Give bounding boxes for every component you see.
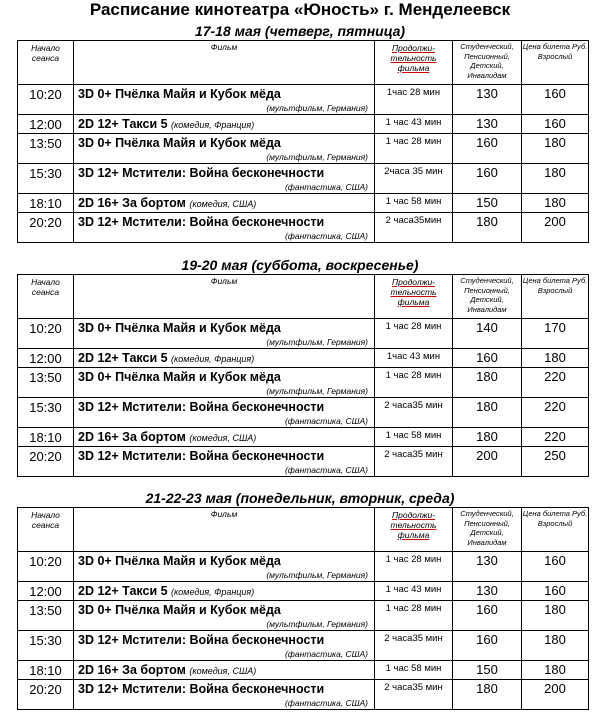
duration: 1 час 58 мин <box>375 428 453 447</box>
film-title: 3D 0+ Пчёлка Майя и Кубок мёда <box>78 370 281 384</box>
film-title: 2D 16+ За бортом <box>78 196 186 210</box>
film-title: 2D 16+ За бортом <box>78 430 186 444</box>
film-cell <box>74 661 375 680</box>
price-discount: 130 <box>453 582 522 601</box>
showtime: 10:20 <box>18 319 74 349</box>
price-adult: 180 <box>522 661 589 680</box>
film-title: 3D 0+ Пчёлка Майя и Кубок мёда <box>78 554 281 568</box>
price-discount: 130 <box>453 85 522 115</box>
film-title: 2D 12+ Такси 5 <box>78 351 168 365</box>
price-adult: 180 <box>522 631 589 661</box>
section-heading: 21-22-23 мая (понедельник, вторник, среда) <box>145 490 455 506</box>
showtime: 15:30 <box>18 164 74 194</box>
film-genre: (мультфильм, Германия) <box>266 337 368 347</box>
price-discount: 180 <box>453 398 522 428</box>
duration: 1час 43 мин <box>375 349 453 368</box>
price-adult: 250 <box>522 447 589 477</box>
film-genre: (комедия, Франция) <box>171 587 255 597</box>
film-title: 3D 12+ Мстители: Война бесконечности <box>78 682 325 696</box>
showtime: 13:50 <box>18 134 74 164</box>
film-title: 3D 0+ Пчёлка Майя и Кубок мёда <box>78 321 281 335</box>
film-genre: (комедия, Франция) <box>171 354 255 364</box>
showtime: 20:20 <box>18 447 74 477</box>
duration: 1 час 28 мин <box>375 134 453 164</box>
film-cell <box>74 164 375 194</box>
price-adult: 160 <box>522 582 589 601</box>
film-cell <box>74 368 375 398</box>
table-row <box>18 661 589 680</box>
film-cell <box>74 582 375 601</box>
price-discount: 130 <box>453 552 522 582</box>
header-film: Фильм <box>74 41 375 85</box>
table-row <box>18 164 589 194</box>
table-row <box>18 680 589 710</box>
price-adult: 160 <box>522 552 589 582</box>
showtime: 20:20 <box>18 680 74 710</box>
table-row <box>18 368 589 398</box>
price-adult: 220 <box>522 398 589 428</box>
section-heading: 19-20 мая (суббота, воскресенье) <box>181 257 419 273</box>
table-row <box>18 631 589 661</box>
film-cell <box>74 447 375 477</box>
showtime: 20:20 <box>18 213 74 243</box>
film-title: 3D 12+ Мстители: Война бесконечности <box>78 215 325 229</box>
price-discount: 150 <box>453 661 522 680</box>
film-title: 2D 16+ За бортом <box>78 663 186 677</box>
table-row <box>18 349 589 368</box>
table-header-row <box>18 508 589 552</box>
showtime: 13:50 <box>18 368 74 398</box>
showtime: 18:10 <box>18 194 74 213</box>
table-row <box>18 213 589 243</box>
price-discount: 160 <box>453 349 522 368</box>
duration: 1 час 28 мин <box>375 319 453 349</box>
film-genre: (фантастика, США) <box>284 649 368 659</box>
header-start: Начало сеанса <box>18 41 74 85</box>
header-duration: Продолжи-тельность фильма <box>375 275 453 319</box>
film-title: 3D 12+ Мстители: Война бесконечности <box>78 166 325 180</box>
duration: 2 часа35мин <box>375 213 453 243</box>
table-row <box>18 194 589 213</box>
table-header-row <box>18 41 589 85</box>
price-discount: 160 <box>453 631 522 661</box>
film-genre: (фантастика, США) <box>284 182 368 192</box>
price-adult: 180 <box>522 134 589 164</box>
film-genre: (комедия, Франция) <box>171 120 255 130</box>
header-film: Фильм <box>74 508 375 552</box>
film-title: 3D 0+ Пчёлка Майя и Кубок мёда <box>78 87 281 101</box>
price-adult: 200 <box>522 680 589 710</box>
header-start: Начало сеанса <box>18 275 74 319</box>
showtime: 12:00 <box>18 582 74 601</box>
film-cell <box>74 428 375 447</box>
table-row <box>18 447 589 477</box>
price-adult: 180 <box>522 194 589 213</box>
duration: 2 часа35 мин <box>375 447 453 477</box>
duration: 2 часа35 мин <box>375 680 453 710</box>
film-genre: (фантастика, США) <box>284 698 368 708</box>
film-cell <box>74 115 375 134</box>
table-row <box>18 134 589 164</box>
duration: 1 час 58 мин <box>375 661 453 680</box>
film-genre: (мультфильм, Германия) <box>266 619 368 629</box>
price-adult: 180 <box>522 349 589 368</box>
film-genre: (мультфильм, Германия) <box>266 570 368 580</box>
film-genre: (мультфильм, Германия) <box>266 152 368 162</box>
showtime: 15:30 <box>18 398 74 428</box>
showtime: 13:50 <box>18 601 74 631</box>
price-discount: 180 <box>453 213 522 243</box>
duration: 1 час 43 мин <box>375 115 453 134</box>
section-heading: 17-18 мая (четверг, пятница) <box>194 23 406 39</box>
header-price: Цена билета Руб. Взрослый <box>522 508 589 552</box>
film-genre: (мультфильм, Германия) <box>266 386 368 396</box>
price-discount: 180 <box>453 368 522 398</box>
header-duration: Продолжи-тельность фильма <box>375 41 453 85</box>
price-discount: 200 <box>453 447 522 477</box>
table-row <box>18 582 589 601</box>
duration: 1час 28 мин <box>375 85 453 115</box>
film-genre: (фантастика, США) <box>284 416 368 426</box>
showtime: 12:00 <box>18 115 74 134</box>
film-cell <box>74 349 375 368</box>
film-cell <box>74 552 375 582</box>
film-cell <box>74 601 375 631</box>
price-adult: 220 <box>522 368 589 398</box>
showtime: 12:00 <box>18 349 74 368</box>
table-row <box>18 115 589 134</box>
film-cell <box>74 398 375 428</box>
film-genre: (мультфильм, Германия) <box>266 103 368 113</box>
price-adult: 180 <box>522 164 589 194</box>
table-row <box>18 552 589 582</box>
price-adult: 160 <box>522 85 589 115</box>
film-title: 3D 12+ Мстители: Война бесконечности <box>78 400 325 414</box>
duration: 1 час 28 мин <box>375 368 453 398</box>
film-cell <box>74 85 375 115</box>
film-title: 3D 12+ Мстители: Война бесконечности <box>78 633 325 647</box>
header-duration: Продолжи-тельность фильма <box>375 508 453 552</box>
table-row <box>18 319 589 349</box>
film-cell <box>74 213 375 243</box>
price-adult: 180 <box>522 601 589 631</box>
duration: 2 часа35 мин <box>375 398 453 428</box>
price-adult: 170 <box>522 319 589 349</box>
film-cell <box>74 194 375 213</box>
schedule-table <box>17 507 589 710</box>
showtime: 18:10 <box>18 661 74 680</box>
table-row <box>18 398 589 428</box>
showtime: 10:20 <box>18 85 74 115</box>
film-title: 3D 0+ Пчёлка Майя и Кубок мёда <box>78 603 281 617</box>
price-discount: 130 <box>453 115 522 134</box>
film-cell <box>74 680 375 710</box>
table-row <box>18 428 589 447</box>
film-cell <box>74 319 375 349</box>
price-adult: 220 <box>522 428 589 447</box>
film-genre: (комедия, США) <box>189 433 257 443</box>
price-discount: 180 <box>453 680 522 710</box>
table-row <box>18 601 589 631</box>
duration: 1 час 58 мин <box>375 194 453 213</box>
header-start: Начало сеанса <box>18 508 74 552</box>
film-title: 3D 0+ Пчёлка Майя и Кубок мёда <box>78 136 281 150</box>
price-discount: 180 <box>453 428 522 447</box>
duration: 1 час 43 мин <box>375 582 453 601</box>
header-discount: Студенческий, Пенсионный, Детский, Инвалидам <box>453 41 522 85</box>
price-discount: 140 <box>453 319 522 349</box>
duration: 2часа 35 мин <box>375 164 453 194</box>
duration: 1 час 28 мин <box>375 601 453 631</box>
film-genre: (комедия, США) <box>189 199 257 209</box>
table-row <box>18 85 589 115</box>
price-discount: 160 <box>453 601 522 631</box>
header-film: Фильм <box>74 275 375 319</box>
schedule-table <box>17 40 589 243</box>
price-adult: 200 <box>522 213 589 243</box>
showtime: 10:20 <box>18 552 74 582</box>
film-title: 2D 12+ Такси 5 <box>78 584 168 598</box>
film-title: 2D 12+ Такси 5 <box>78 117 168 131</box>
film-cell <box>74 631 375 661</box>
duration: 1 час 28 мин <box>375 552 453 582</box>
price-discount: 160 <box>453 134 522 164</box>
header-price: Цена билета Руб. Взрослый <box>522 275 589 319</box>
table-header-row <box>18 275 589 319</box>
header-price: Цена билета Руб. Взрослый <box>522 41 589 85</box>
header-discount: Студенческий, Пенсионный, Детский, Инвалидам <box>453 275 522 319</box>
schedule-table <box>17 274 589 477</box>
header-discount: Студенческий, Пенсионный, Детский, Инвалидам <box>453 508 522 552</box>
page-title: Расписание кинотеатра «Юность» г. Менделеевск <box>89 0 511 19</box>
film-genre: (фантастика, США) <box>284 465 368 475</box>
duration: 2 часа35 мин <box>375 631 453 661</box>
film-genre: (комедия, США) <box>189 666 257 676</box>
showtime: 15:30 <box>18 631 74 661</box>
film-genre: (фантастика, США) <box>284 231 368 241</box>
showtime: 18:10 <box>18 428 74 447</box>
price-discount: 150 <box>453 194 522 213</box>
film-title: 3D 12+ Мстители: Война бесконечности <box>78 449 325 463</box>
price-adult: 160 <box>522 115 589 134</box>
price-discount: 160 <box>453 164 522 194</box>
film-cell <box>74 134 375 164</box>
